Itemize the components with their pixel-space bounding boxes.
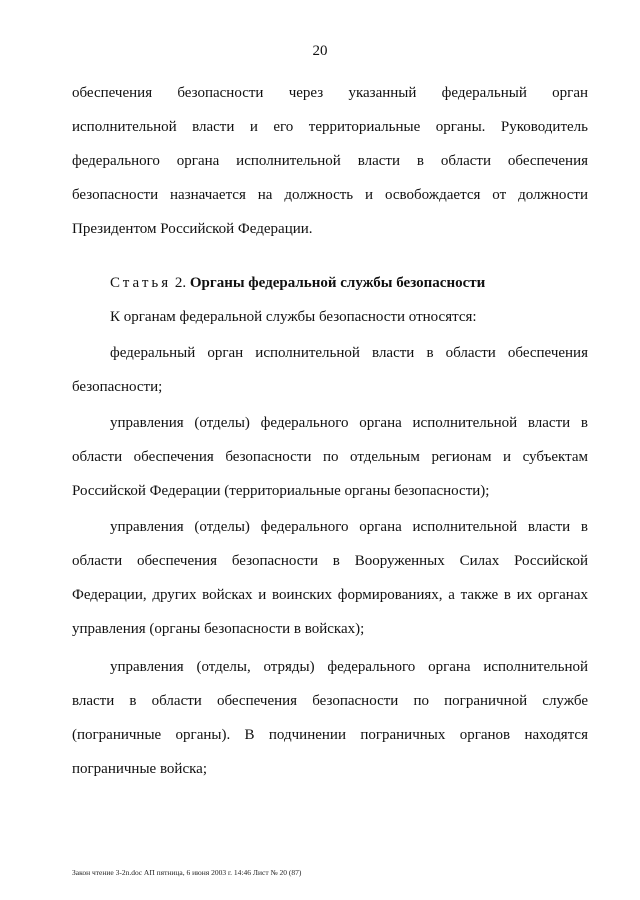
paragraph-item-4: управления (отделы, отряды) федерального органа исполнительной власти в области обеспечения безопасности по пограничной службе (пограничные органы). В подчинении пограничных органов находятся пограничные войска; xyxy=(72,659,588,777)
page-number: 20 xyxy=(312,43,328,59)
article-heading xyxy=(110,266,485,300)
article-number: 2. xyxy=(174,275,187,291)
article-title: Органы федеральной службы безопасности xyxy=(189,275,486,291)
paragraph-item-1: федеральный орган исполнительной власти в области обеспечения безопасности; xyxy=(72,345,588,395)
paragraph-list-intro: К органам федеральной службы безопасности относятся: xyxy=(110,309,477,325)
document-footer: Закон чтение 3-2n.doc АП пятница, 6 июня 2003 г. 14:46 Лист № 20 (87) xyxy=(72,868,302,877)
paragraph-item-3: управления (отделы) федерального органа исполнительной власти в области обеспечения безопасности в Вооруженных Силах Российской Федерации, других войсках и воинских формированиях, а также в их органах управления (органы безопасности в войсках); xyxy=(72,519,588,637)
paragraph-item-2: управления (отделы) федерального органа исполнительной власти в области обеспечения безопасности по отдельным регионам и субъектам Российской Федерации (территориальные органы безопасности); xyxy=(72,415,588,499)
article-label: Статья xyxy=(110,275,172,291)
intro-paragraph: обеспечения безопасности через указанный федеральный орган исполнительной власти и его территориальные органы. Руководитель федерального органа исполнительной власти в области обеспечения безопасности назначается на должность и освобождается от должности Президентом Российской Федерации. xyxy=(72,85,588,237)
